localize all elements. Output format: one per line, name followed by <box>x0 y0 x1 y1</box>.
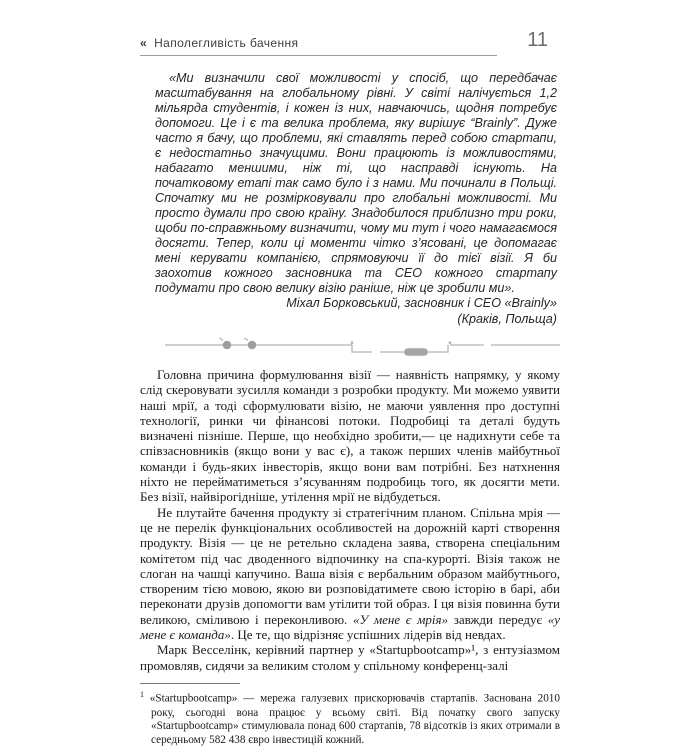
paragraph-1: Головна причина формулювання візії — наявність напрямку, у якому слід скеровувати зусилля команди з розробки продукту. Ми можемо уявити наші мрії, а тоді сформулювати візію, не маючи уявлення про доступні технології, ринки чи фінансові потоки. Подробиці та деталі будуть визначені пізніше. Перше, що необхідно зробити,— це надихнути себе та співзасновників (якщо вони у вас є), а також перших членів майбутньої команди і будь-яких інвесторів, якщо вони вам потрібні. Без натхнення ніхто не перейматиметься з’ясуванням подробиць того, як досягти мети. Без візії, найвірогідніше, утілення мрії не відбудеться. <box>140 367 560 505</box>
paragraph-2-mid: завжди передує <box>448 611 548 627</box>
section-divider <box>140 336 560 360</box>
footnote-body: «Startupbootcamp» — мережа галузевих прискорювачів стартапів. Заснована 2010 року, сьогодні вона працює у всьому світі. Від початку свого запуску «Startupbootcamp» стимулювала понад 600 стартапів, 78 відсотків із яких отримали в середньому 582 438 євро інвестицій кожний. <box>144 692 560 747</box>
italic-phrase-team: «у мене є команда» <box>140 611 561 643</box>
footnote-marker: 1 <box>140 689 144 699</box>
paragraph-2-tail: . Це те, що відрізняє успішних лідерів від невдах. <box>230 627 506 643</box>
page-number: 11 <box>527 29 548 51</box>
chevrons-left-icon: « <box>140 36 148 50</box>
paragraph-2 <box>140 505 560 643</box>
footnote-text <box>140 688 560 748</box>
divider-ornament-icon <box>140 336 560 360</box>
italic-phrase-dream: «У мене є мрія» <box>352 611 449 627</box>
body-text <box>140 367 560 673</box>
quote-attribution: Міхал Борковський, засновник і CEO «Brainly» <box>286 296 557 310</box>
chapter-title: Наполегливість бачення <box>154 36 299 50</box>
quote-location: (Краків, Польща) <box>457 311 557 326</box>
page-content <box>140 29 561 748</box>
running-header <box>140 29 560 52</box>
header-rule <box>140 55 497 56</box>
quote-block <box>155 71 557 327</box>
footnote-block <box>140 683 560 748</box>
paragraph-3: Марк Весселінк, керівний партнер у «Startupbootcamp»¹, з ентузіазмом промовляв, сидячи за великим столом у спільному конференц-залі <box>140 642 560 673</box>
quote-text: «Ми визначили свої можливості у спосіб, що передбачає масштабування на глобальному рівні. У світі налічується 1,2 мільярда студентів, і кожен із них, навчаючись, щодня потребує допомоги. Це і є та велика проблема, яку вирішує “Brainly”. Дуже часто я бачу, що проблеми, які ставлять перед собою стартапи, є недостатньо значущими. Вони працюють із можливостями, набагато меншими, ніж ті, що насправді існують. На початковому етапі так само було і з нами. Ми починали в Польщі. Спочатку ми не розмірковували про глобальні можливості. Ми просто думали про свою країну. Знадобилося приблизно три роки, щоби по-справжньому визначити, чому ми тут і чого намагаємося досягти. Тепер, коли ці моменти чітко з’ясовані, це допомагає мені керувати компанією, спрямовуючи її до тієї візії. Я би заохотив кожного засновника та CEO кожного стартапу подумати про свою велику візію раніше, ніж це зробили ми». <box>155 71 557 295</box>
footnote-rule <box>140 683 240 684</box>
paragraph-2-lead: Не плутайте бачення продукту зі стратегічним планом. Спільна мрія — це не перелік функціональних особливостей на дорожній карті створення продукту. Візія — це не ретельно складена заява, створена спеціальним комітетом під час дводенного відпочинку на спа-курорті. Візія також не слоган на чашці капучино. Ваша візія є вербальним образом майбутнього, створеним тією мовою, якою ви розповідатимете свою історію в барі, аби переконати друзів допомогти вам утілити той образ. І ця візія повинна бути великою, сміливою і переконливою. <box>140 504 560 627</box>
chapter-header <box>140 36 298 50</box>
